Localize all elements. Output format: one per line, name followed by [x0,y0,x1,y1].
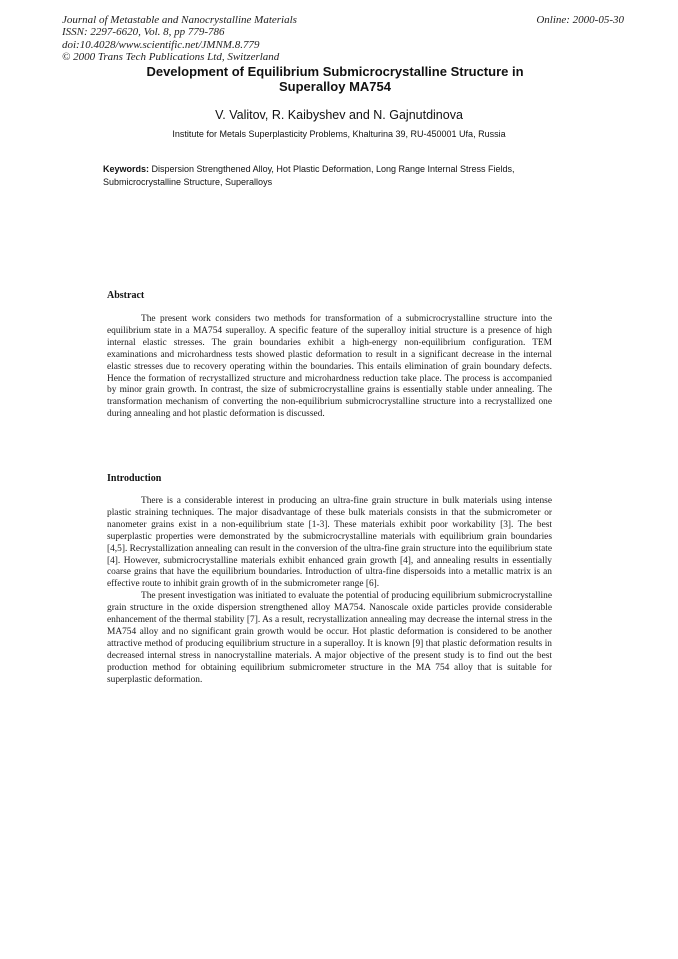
introduction-body [107,496,552,687]
abstract-paragraph: The present work considers two methods for transformation of a submicrocrystalline structure into the equilibrium state in a MA754 superalloy. A specific feature of the superalloy initial structure is a presence of high internal elastic stresses. The grain boundaries exhibit a high-energy non-equilibrium configuration. TEM examinations and microhardness tests showed plastic deformation to result in a significant decrease in the internal elastic stresses due to recovery operating within the boundaries. This entails elimination of grain boundary defects. Hence the formation of recrystallized structure and microhardness reduction take place. The process is accompanied by minor grain growth. In contrast, the size of submicrocrystalline grains is essentially stable under annealing. The transformation mechanism of converting the non-equilibrium submicrocrystalline structure into a recrystallized one during annealing and hot plastic deformation is discussed. [107,314,552,420]
keywords [103,163,553,189]
introduction-paragraph-1: There is a considerable interest in producing an ultra-fine grain structure in bulk materials using intense plastic straining techniques. The major disadvantage of these bulk materials consists in that the submicrometer or nanometer grains exist in a non-equilibrium state [1-3]. These materials exhibit poor workability [3]. The best superplastic properties were demonstrated by the submicrocrystalline materials with equilibrium grain boundaries [4,5]. Recrystallization annealing can result in the conversion of the ultra-fine grain structure into the equilibrium state [4]. However, submicrocrystalline materials exhibit enhanced grain growth [4], and annealing results in essentially coarse grains that have the equilibrium boundaries. Introduction of ultra-fine dispersoids into a metallic matrix is an effective route to inhibit grain growth of in the submicrometer range [6]. [107,496,552,590]
online-date: Online: 2000-05-30 [536,14,624,26]
introduction-heading: Introduction [107,473,162,484]
journal-name: Journal of Metastable and Nanocrystalline Materials [62,14,297,26]
introduction-paragraph-2: The present investigation was initiated to evaluate the potential of producing equilibrium submicrocrystalline grain structure in the oxide dispersion strengthened alloy MA754. Nanoscale oxide particles provide considerable enhancement of the thermal stability [7]. As a result, recrystallization annealing may decrease the internal stress in the MA754 alloy and no significant grain growth would be occur. Hot plastic deformation is considered to be another attractive method of producing equilibrium structure in a superalloy. It is known [9] that plastic deformation results in decreased internal stress in nanocrystalline materials. A major objective of the present study is to find out the best production method for obtaining equilibrium submicrometer structure in the MA 754 alloy that is suitable for superplastic deformation. [107,591,552,685]
affiliation: Institute for Metals Superplasticity Problems, Khalturina 39, RU-450001 Ufa, Russia [172,129,506,139]
title-line-1: Development of Equilibrium Submicrocrystalline Structure in [146,64,524,79]
keywords-label: Keywords: [103,164,150,174]
paper-title [100,64,570,94]
issn-line: ISSN: 2297-6620, Vol. 8, pp 779-786 [62,26,225,39]
keywords-text: Dispersion Strengthened Alloy, Hot Plastic Deformation, Long Range Internal Stress Fields, Submicrocrystalline Structure, Superalloys [103,164,515,187]
doi-line: doi:10.4028/www.scientific.net/JMNM.8.779 [62,38,260,51]
authors: V. Valitov, R. Kaibyshev and N. Gajnutdinova [215,108,463,122]
abstract-body [107,314,552,421]
title-line-2: Superalloy MA754 [279,79,391,94]
abstract-heading: Abstract [107,290,145,301]
journal-header [62,14,297,63]
copyright-line: © 2000 Trans Tech Publications Ltd, Switzerland [62,50,280,63]
